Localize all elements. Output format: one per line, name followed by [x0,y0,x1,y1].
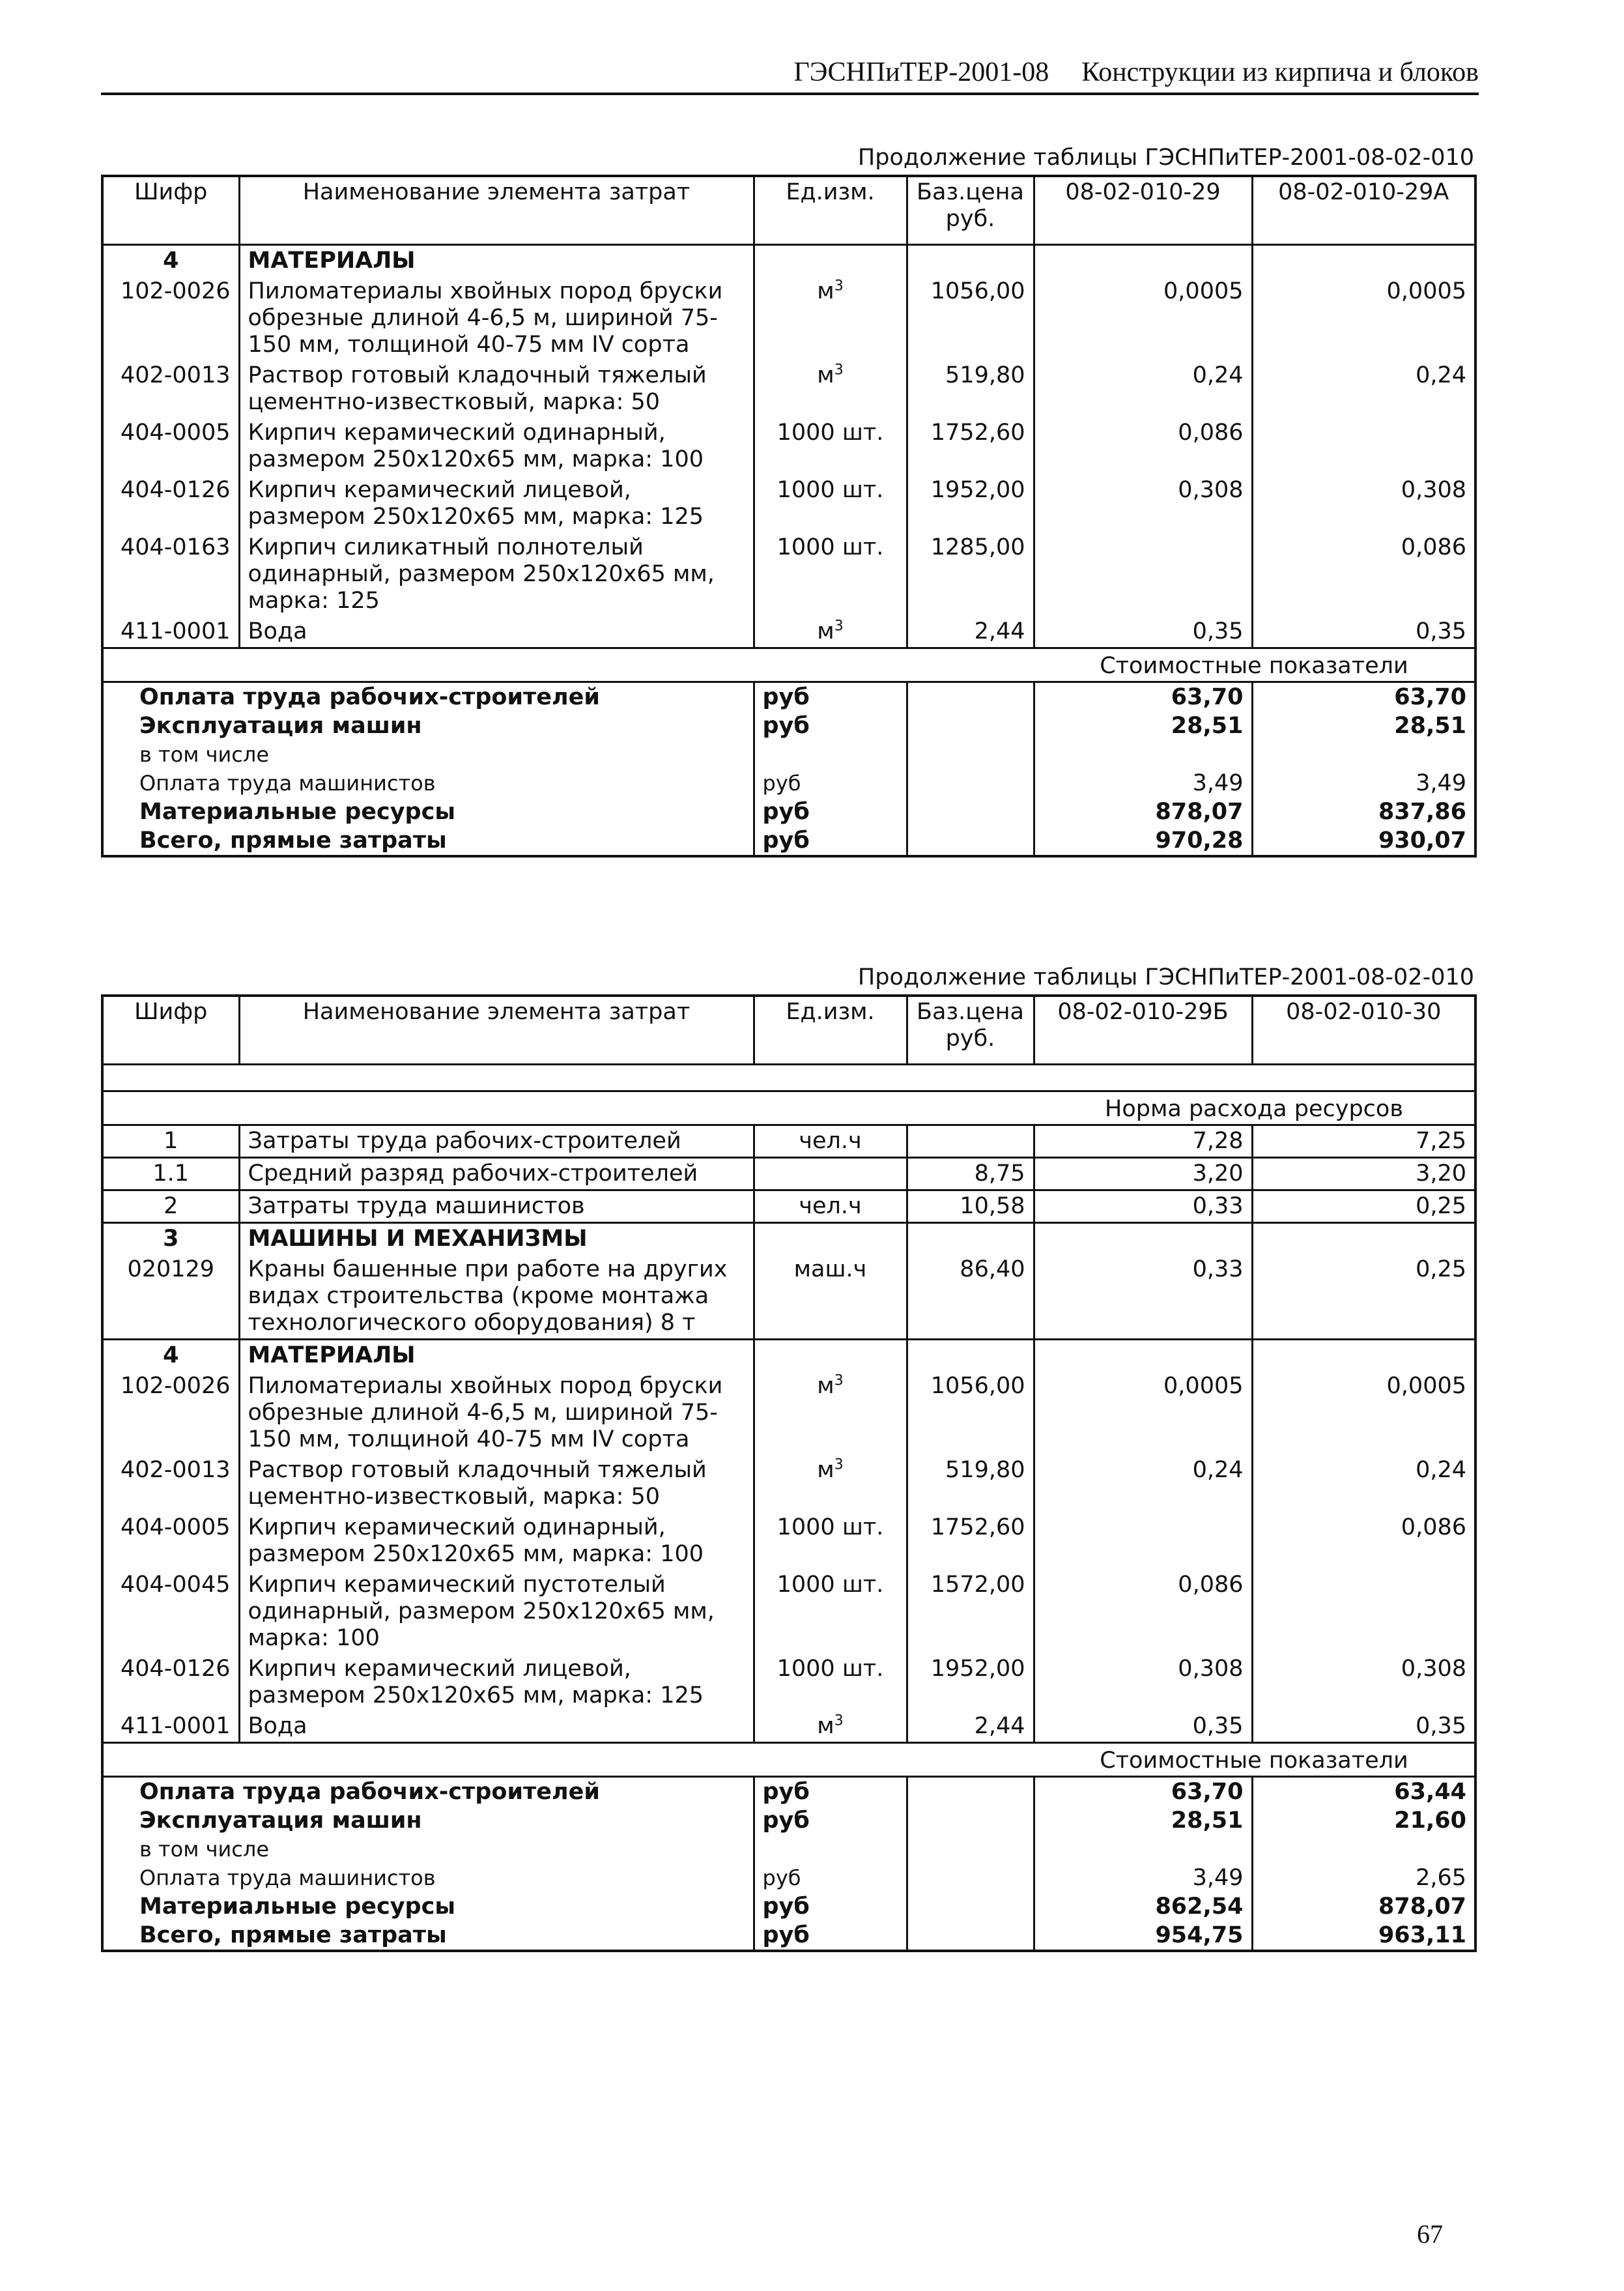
cost-label: Материальные ресурсы [139,1893,455,1920]
unit-text: чел.ч [799,1192,862,1219]
row-value-b: 0,086 [1252,1512,1475,1570]
cost-row [102,1892,1475,1921]
cost-title-row [102,1742,1475,1776]
row-unit [754,1512,907,1570]
row-name: Затраты труда машинистов [239,1190,754,1222]
cell-empty [102,1091,1034,1125]
unit-text: 1000 шт. [776,1514,884,1540]
unit-exponent: 3 [834,361,844,378]
row-value-b [1252,1570,1475,1654]
header-price: Баз.цена руб. [907,996,1034,1064]
row-price: 1752,60 [907,1512,1034,1570]
page-header [101,52,1479,95]
header-name: Наименование элемента затрат [239,176,754,244]
row-value-a: 0,086 [1034,418,1252,475]
section-number: 4 [163,247,179,274]
cost-value-a [1034,1835,1252,1864]
cost-title-row [102,648,1475,682]
unit-text: м [817,278,834,304]
row-unit [754,532,907,616]
table-row [102,418,1475,475]
cost-value-a: 3,49 [1034,1864,1252,1892]
cell-empty [1252,1222,1475,1254]
row-price: 1952,00 [907,1654,1034,1711]
header-title: Конструкции из кирпича и блоков [1081,57,1479,87]
cost-label: Всего, прямые затраты [139,827,447,854]
cost-value-a [1034,740,1252,769]
section-row [102,1222,1475,1254]
table-row [102,1512,1475,1570]
row-unit [754,276,907,360]
cell-empty [907,712,1034,740]
cost-value-b: 930,07 [1252,826,1475,856]
row-name: Пиломатериалы хвойных пород бруски обрезные длиной 4-6,5 м, шириной 75-150 мм, толщиной 40-75 мм IV сорта [239,276,754,360]
header-col-b: 08-02-010-30 [1252,996,1475,1064]
table-row [102,1190,1475,1222]
row-code: 402-0013 [120,362,231,388]
unit-text: м [817,1456,834,1483]
row-value-b: 0,35 [1252,1711,1475,1743]
header-col-a: 08-02-010-29 [1034,176,1252,244]
cost-unit: руб [754,798,907,826]
section-number: 3 [163,1225,179,1252]
row-unit [754,1371,907,1455]
row-unit [754,1654,907,1711]
row-code: 1 [164,1127,178,1154]
row-value-b: 0,25 [1252,1254,1475,1340]
cost-value-b: 28,51 [1252,712,1475,740]
row-name: Средний разряд рабочих-строителей [239,1157,754,1190]
unit-text: 1000 шт. [776,476,884,503]
row-value-a: 0,24 [1034,360,1252,418]
row-price: 2,44 [907,1711,1034,1743]
page-number: 67 [1417,2219,1443,2249]
row-value-b: 0,308 [1252,1654,1475,1711]
cost-value-a: 3,49 [1034,769,1252,798]
cost-row [102,1835,1475,1864]
table-row [102,1371,1475,1455]
table-row [102,360,1475,418]
cost-row [102,1864,1475,1892]
cost-value-b: 63,70 [1252,682,1475,712]
row-name: Кирпич керамический пустотелый одинарный, размером 250х120х65 мм, марка: 100 [239,1570,754,1654]
row-price: 10,58 [907,1190,1034,1222]
cost-value-a: 862,54 [1034,1892,1252,1921]
row-price: 1752,60 [907,418,1034,475]
header-code: ГЭСНПиТЕР-2001-08 [793,57,1049,87]
cost-value-b: 2,65 [1252,1864,1475,1892]
row-code: 1.1 [152,1160,190,1187]
cell-empty [907,1806,1034,1835]
row-price: 519,80 [907,1455,1034,1512]
table2-caption: Продолжение таблицы ГЭСНПиТЕР-2001-08-02-010 [857,964,1474,990]
norm-title-row [102,1091,1475,1125]
cell-empty [907,769,1034,798]
cell-empty [907,1835,1034,1864]
cost-label: в том числе [139,1836,269,1862]
cost-unit: руб [754,769,907,798]
row-value-b: 0,308 [1252,475,1475,532]
row-name: Пиломатериалы хвойных пород бруски обрезные длиной 4-6,5 м, шириной 75-150 мм, толщиной 40-75 мм IV сорта [239,1371,754,1455]
cost-value-b: 3,49 [1252,769,1475,798]
cell-empty [907,826,1034,856]
table-header-row [102,996,1475,1064]
cost-value-b [1252,1835,1475,1864]
cell-empty [907,1339,1034,1371]
header-code: Шифр [134,179,208,205]
cell-empty [907,682,1034,712]
cost-label: Материальные ресурсы [139,798,455,825]
cost-label: Эксплуатация машин [139,1807,422,1834]
cost-row [102,1921,1475,1951]
cell-empty [907,1892,1034,1921]
unit-text: 1000 шт. [776,1655,884,1682]
row-value-a: 0,35 [1034,1711,1252,1743]
cell-empty [907,798,1034,826]
row-value-b: 0,0005 [1252,1371,1475,1455]
cost-value-a: 970,28 [1034,826,1252,856]
cell-empty [102,1064,1475,1091]
row-name: Кирпич керамический одинарный, размером 250х120х65 мм, марка: 100 [239,1512,754,1570]
row-unit [754,1190,907,1222]
cost-title-row-label: Стоимостные показатели [1100,652,1408,679]
row-price: 1285,00 [907,532,1034,616]
row-code: 020129 [127,1256,215,1282]
row-value-a: 7,28 [1034,1125,1252,1157]
row-value-b: 3,20 [1252,1157,1475,1190]
row-unit [754,1455,907,1512]
row-value-a: 0,24 [1034,1455,1252,1512]
cost-unit: руб [754,712,907,740]
row-name: Раствор готовый кладочный тяжелый цементно-известковый, марка: 50 [239,360,754,418]
header-code: Шифр [134,999,208,1025]
section-number: 4 [163,1342,179,1368]
unit-exponent: 3 [834,1372,844,1389]
table-row [102,1254,1475,1340]
cost-unit: руб [754,1864,907,1892]
row-code: 102-0026 [120,1372,231,1399]
row-unit [754,1570,907,1654]
row-price: 86,40 [907,1254,1034,1340]
cost-row [102,682,1475,712]
cost-unit: руб [754,1892,907,1921]
table1-caption: Продолжение таблицы ГЭСНПиТЕР-2001-08-02-010 [857,145,1474,171]
header-price: Баз.цена руб. [907,176,1034,244]
cost-row [102,1776,1475,1806]
cell-empty [754,1222,907,1254]
row-unit [754,418,907,475]
cost-unit [754,740,907,769]
cell-empty [907,1776,1034,1806]
unit-text: м [817,362,834,388]
row-unit [754,616,907,648]
table-row [102,616,1475,648]
row-unit [754,1254,907,1340]
row-unit [754,475,907,532]
cost-value-a: 63,70 [1034,682,1252,712]
row-value-b: 0,24 [1252,1455,1475,1512]
cost-label: Оплата труда машинистов [139,1865,436,1890]
row-unit [754,1157,907,1190]
row-code: 404-0126 [120,476,231,503]
section-row [102,244,1475,276]
cost-value-a: 954,75 [1034,1921,1252,1951]
cost-unit: руб [754,1806,907,1835]
unit-text: м [817,618,834,644]
row-price: 519,80 [907,360,1034,418]
table-row [102,1570,1475,1654]
norm-title-row-label: Норма расхода ресурсов [1105,1095,1403,1122]
cell-empty [102,1742,1034,1776]
cost-unit: руб [754,682,907,712]
row-value-b: 0,0005 [1252,276,1475,360]
cell-empty [754,1339,907,1371]
row-name: Кирпич керамический одинарный, размером 250х120х65 мм, марка: 100 [239,418,754,475]
row-price: 1572,00 [907,1570,1034,1654]
spacer-row [102,1064,1475,1091]
unit-exponent: 3 [834,277,844,294]
unit-exponent: 3 [834,1712,844,1729]
header-col-b: 08-02-010-29А [1252,176,1475,244]
row-value-a: 0,33 [1034,1254,1252,1340]
table-row [102,1125,1475,1157]
row-code: 404-0126 [120,1655,231,1682]
row-code: 402-0013 [120,1456,231,1483]
row-code: 404-0163 [120,534,231,560]
cost-value-b: 21,60 [1252,1806,1475,1835]
row-unit [754,360,907,418]
row-code: 102-0026 [120,278,231,304]
unit-text: 1000 шт. [776,419,884,446]
row-name: Раствор готовый кладочный тяжелый цементно-известковый, марка: 50 [239,1455,754,1512]
cost-unit: руб [754,826,907,856]
unit-text: 1000 шт. [776,1571,884,1598]
row-value-a: 0,33 [1034,1190,1252,1222]
cost-row [102,798,1475,826]
row-value-a: 0,0005 [1034,276,1252,360]
table2 [101,994,1477,1952]
table-row [102,1157,1475,1190]
cost-row [102,769,1475,798]
cost-value-b [1252,740,1475,769]
cost-value-a: 28,51 [1034,712,1252,740]
row-name: Кирпич керамический лицевой, размером 250х120х65 мм, марка: 125 [239,475,754,532]
row-value-b: 0,24 [1252,360,1475,418]
table-row [102,1654,1475,1711]
cost-row [102,1806,1475,1835]
table1 [101,175,1477,857]
row-value-a: 0,308 [1034,1654,1252,1711]
table-row [102,1711,1475,1743]
section-title: МАТЕРИАЛЫ [239,1339,754,1371]
row-value-b: 0,35 [1252,616,1475,648]
row-code: 404-0005 [120,419,231,446]
row-name: Вода [239,616,754,648]
cell-empty [1034,1339,1252,1371]
cost-unit [754,1835,907,1864]
cell-empty [1034,1222,1252,1254]
row-value-a: 0,0005 [1034,1371,1252,1455]
row-value-a: 3,20 [1034,1157,1252,1190]
row-name: Краны башенные при работе на других видах строительства (кроме монтажа технологического оборудования) 8 т [239,1254,754,1340]
cost-value-b: 963,11 [1252,1921,1475,1951]
header-col-a: 08-02-010-29Б [1034,996,1252,1064]
section-row [102,1339,1475,1371]
row-value-b: 0,086 [1252,532,1475,616]
unit-text: маш.ч [793,1256,867,1282]
unit-exponent: 3 [834,617,844,634]
cell-empty [1252,244,1475,276]
cost-row [102,740,1475,769]
header-name: Наименование элемента затрат [239,996,754,1064]
row-code: 411-0001 [120,618,231,644]
row-price: 8,75 [907,1157,1034,1190]
cost-label: Всего, прямые затраты [139,1922,447,1948]
unit-exponent: 3 [834,1456,844,1473]
row-price: 2,44 [907,616,1034,648]
cost-label: в том числе [139,742,269,767]
row-code: 404-0045 [120,1571,231,1598]
row-code: 404-0005 [120,1514,231,1540]
cost-unit: руб [754,1921,907,1951]
cost-label: Оплата труда машинистов [139,770,436,796]
unit-text: м [817,1712,834,1739]
unit-text: чел.ч [799,1127,862,1154]
row-value-a [1034,1512,1252,1570]
cell-empty [907,1921,1034,1951]
row-unit [754,1711,907,1743]
cost-value-b: 837,86 [1252,798,1475,826]
row-name: Вода [239,1711,754,1743]
cost-row [102,712,1475,740]
row-price: 1056,00 [907,1371,1034,1455]
cell-empty [1252,1339,1475,1371]
cost-unit: руб [754,1776,907,1806]
row-price [907,1125,1034,1157]
header-unit: Ед.изм. [754,176,907,244]
cost-value-a: 28,51 [1034,1806,1252,1835]
table-row [102,1455,1475,1512]
cell-empty [1034,244,1252,276]
cell-empty [102,648,1034,682]
cell-empty [907,244,1034,276]
row-name: Кирпич керамический лицевой, размером 250х120х65 мм, марка: 125 [239,1654,754,1711]
row-value-a: 0,308 [1034,475,1252,532]
row-value-a: 0,35 [1034,616,1252,648]
cost-label: Эксплуатация машин [139,712,422,739]
cost-value-b: 63,44 [1252,1776,1475,1806]
table-row [102,276,1475,360]
section-title: МАШИНЫ И МЕХАНИЗМЫ [239,1222,754,1254]
cell-empty [907,740,1034,769]
cell-empty [907,1864,1034,1892]
cell-empty [907,1222,1034,1254]
row-code: 411-0001 [120,1712,231,1739]
row-price: 1056,00 [907,276,1034,360]
cost-title-row-label: Стоимостные показатели [1100,1747,1408,1774]
table-header-row [102,176,1475,244]
table-row [102,532,1475,616]
row-value-b: 0,25 [1252,1190,1475,1222]
row-value-a: 0,086 [1034,1570,1252,1654]
row-value-b [1252,418,1475,475]
cell-empty [754,244,907,276]
cost-label: Оплата труда рабочих-строителей [139,1778,600,1805]
table-row [102,475,1475,532]
unit-text: 1000 шт. [776,534,884,560]
cost-value-a: 878,07 [1034,798,1252,826]
row-price: 1952,00 [907,475,1034,532]
row-value-b: 7,25 [1252,1125,1475,1157]
cost-value-b: 878,07 [1252,1892,1475,1921]
header-unit: Ед.изм. [754,996,907,1064]
row-code: 2 [164,1192,178,1219]
row-name: Затраты труда рабочих-строителей [239,1125,754,1157]
row-name: Кирпич силикатный полнотелый одинарный, размером 250х120х65 мм, марка: 125 [239,532,754,616]
cost-label: Оплата труда рабочих-строителей [139,684,600,710]
row-value-a [1034,532,1252,616]
row-unit [754,1125,907,1157]
section-title: МАТЕРИАЛЫ [239,244,754,276]
unit-text: м [817,1372,834,1399]
cost-value-a: 63,70 [1034,1776,1252,1806]
cost-row [102,826,1475,856]
